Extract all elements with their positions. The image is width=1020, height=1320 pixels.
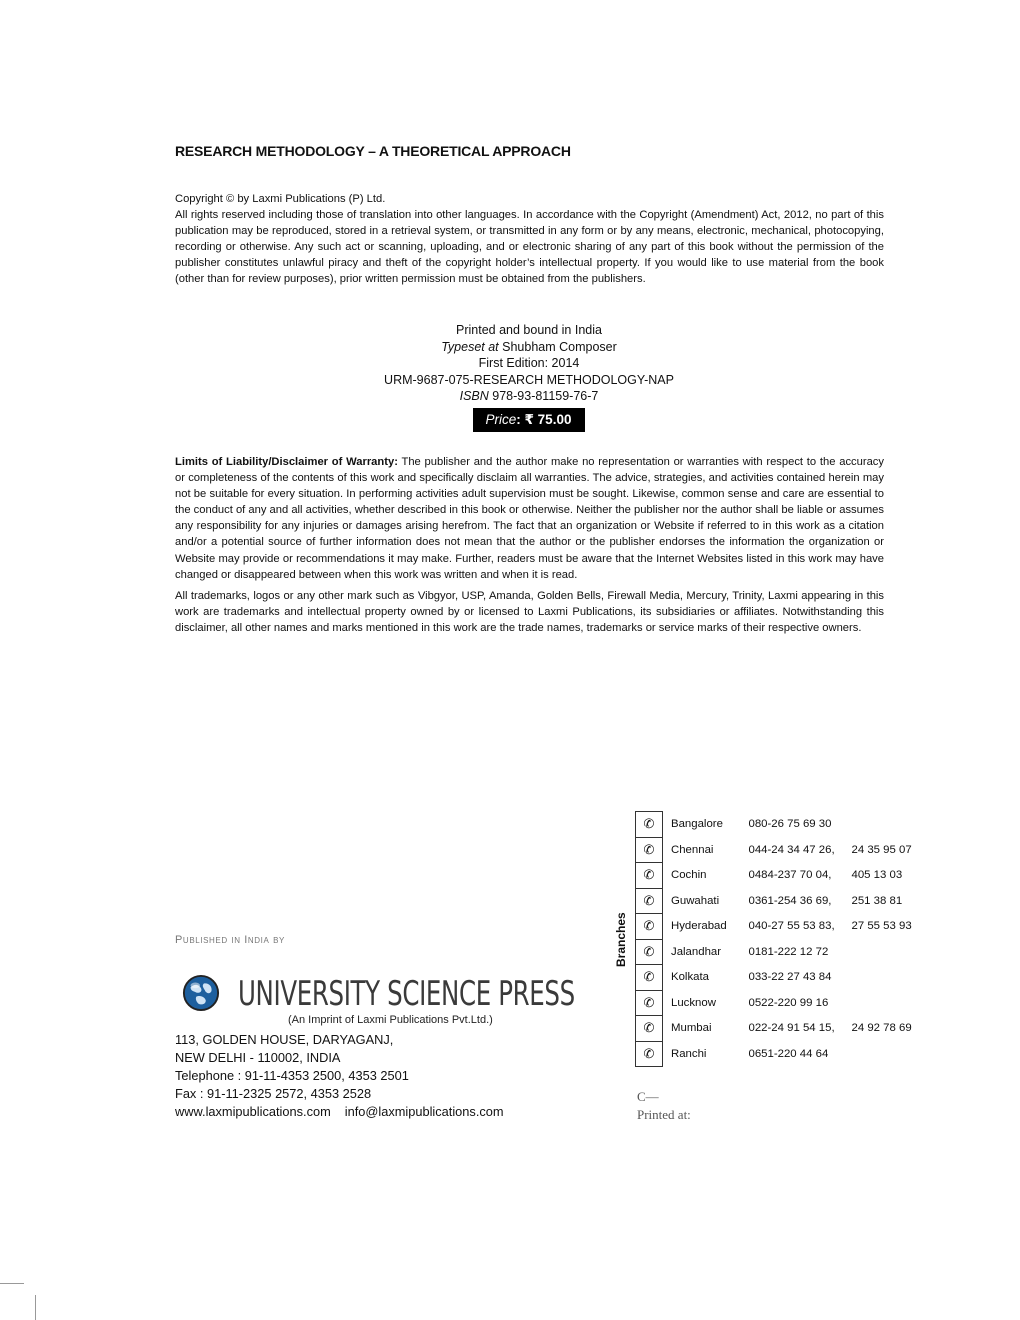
branch-phone-primary: 0522-220 99 16: [748, 996, 829, 1009]
branch-phone-secondary: [852, 990, 922, 1016]
email-link[interactable]: info@laxmipublications.com: [344, 1104, 504, 1119]
table-row: [636, 939, 922, 965]
book-code: URM-9687-075-RESEARCH METHODOLOGY-NAP: [384, 372, 674, 387]
publisher-name: UNIVERSITY SCIENCE PRESS: [238, 974, 575, 1014]
telephone-line: Telephone : 91-11-4353 2500, 4353 2501: [175, 1068, 409, 1083]
branch-phone-secondary: 24 35 95 07: [851, 843, 912, 856]
phone-icon: ✆: [636, 990, 663, 1016]
edition-line: First Edition: 2014: [478, 356, 580, 371]
branch-phone-secondary: 27 55 53 93: [851, 920, 912, 933]
phone-icon: ✆: [636, 1016, 663, 1042]
branches-label: Branches: [614, 912, 628, 967]
publisher-subtitle: (An Imprint of Laxmi Publications Pvt.Ltd.): [288, 1014, 493, 1026]
price-value: : ₹ 75.00: [516, 411, 572, 427]
table-row: [636, 863, 922, 889]
imprint-block: [330, 322, 728, 432]
fax-line: Fax : 91-11-2325 2572, 4353 2528: [175, 1086, 372, 1101]
branch-city: Hyderabad: [671, 920, 727, 933]
branch-phone-primary: 0361-254 36 69,: [748, 894, 832, 907]
website-link[interactable]: www.laxmipublications.com: [175, 1104, 331, 1119]
globe-logo-icon: [182, 974, 220, 1012]
typeset-line: [330, 339, 728, 356]
branch-phone-secondary: 251 38 81: [851, 894, 903, 907]
isbn-value: 978-93-81159-76-7: [488, 389, 599, 404]
branch-phone-primary: 044-24 34 47 26,: [748, 843, 835, 856]
table-row: [636, 914, 922, 940]
branch-city: Lucknow: [671, 996, 716, 1009]
phone-icon: ✆: [636, 812, 663, 838]
rights-text: All rights reserved including those of translation into other languages. In accordance with the Copyright (Amendment) Act, 2012, no part of this publication may be reproduced, stored in a retrieval system, or transmitted in any form or by any means, electronic, mechanical, photocopying, recording or otherwise. Any such act or scanning, uploading, and or electronic sharing of any part of this book without the permission of the publisher constitutes unlawful piracy and theft of the copyright holder’s intellectual property. If you would like to use material from the book (other than for review purposes), prior written permission must be obtained from the publishers.: [175, 209, 884, 286]
branch-city: Mumbai: [671, 1022, 712, 1035]
phone-icon: ✆: [636, 837, 663, 863]
branch-city: Ranchi: [671, 1047, 707, 1060]
table-row: [636, 837, 922, 863]
crop-mark-vertical: [35, 1295, 36, 1320]
web-contacts: [175, 1103, 518, 1121]
price-label: Price: [485, 411, 517, 427]
table-row: [636, 990, 922, 1016]
typeset-label: Typeset at: [441, 339, 499, 354]
branch-phone-primary: 040-27 55 53 83,: [748, 920, 835, 933]
table-row: [636, 888, 922, 914]
printer-code: C—: [637, 1089, 659, 1104]
isbn-label: ISBN: [459, 389, 489, 404]
branch-phone-secondary: [852, 939, 922, 965]
branch-city: Guwahati: [671, 894, 720, 907]
trademarks-paragraph: All trademarks, logos or any other mark such as Vibgyor, USP, Amanda, Golden Bells, Firewall Media, Mercury, Trinity, Laxmi appearing in this work are trademarks and intellectual property owned by or licensed to Laxmi Publications, its subsidiaries or affiliates. Notwithstanding this disclaimer, all other names and marks mentioned in this work are the trade names, trademarks or service marks of their respective owners.: [175, 589, 884, 634]
branch-city: Jalandhar: [671, 945, 722, 958]
printed-line: Printed and bound in India: [456, 323, 602, 337]
table-row: [636, 1041, 922, 1067]
printer-block: [637, 1088, 691, 1124]
phone-icon: ✆: [636, 965, 663, 991]
phone-icon: ✆: [636, 939, 663, 965]
branch-phone-primary: 080-26 75 69 30: [748, 818, 832, 831]
branch-phone-secondary: [852, 965, 922, 991]
table-row: [636, 812, 922, 838]
publisher-address: [175, 1031, 518, 1121]
branch-phone-secondary: 24 92 78 69: [851, 1022, 912, 1035]
isbn-line: [330, 388, 728, 405]
branch-phone-primary: 033-22 27 43 84: [748, 971, 832, 984]
branch-city: Chennai: [671, 843, 714, 856]
printed-at-label: Printed at:: [637, 1107, 691, 1122]
price-badge: [473, 408, 586, 432]
disclaimer-paragraph: [175, 454, 884, 583]
disclaimer-body: The publisher and the author make no representation or warranties with respect to the accuracy or completeness of the contents of this work and specifically disclaim all warranties. The advice, strategies, and activities contained herein may not be suitable for every situation. In performing activities adult supervision must be sought. Likewise, common sense and care are essential to the conduct of any and all activities, whether described in this book or otherwise. Neither the publisher nor the author shall be liable or assumes any responsibility for any injuries or damages arising herefrom. The fact that an organization or Website if referred to in this work as a citation and/or a potential source of further information does not mean that the author or the publisher endorses the information the organization or Website may provide or recommendations it may make. Further, readers must be aware that the Internet Websites listed in this work may have changed or disappeared between when this work was written and when it is read.: [175, 456, 884, 581]
phone-icon: ✆: [636, 1041, 663, 1067]
published-in-label: Published in India by: [175, 934, 285, 946]
disclaimer-heading: Limits of Liability/Disclaimer of Warranty:: [175, 456, 398, 468]
branch-phone-primary: 0181-222 12 72: [748, 945, 829, 958]
disclaimer-block: [175, 454, 884, 641]
copyright-block: [175, 191, 884, 288]
phone-icon: ✆: [636, 914, 663, 940]
phone-icon: ✆: [636, 863, 663, 889]
table-row: [636, 1016, 922, 1042]
address-line-2: NEW DELHI - 110002, INDIA: [175, 1050, 341, 1065]
address-line-1: 113, GOLDEN HOUSE, DARYAGANJ,: [175, 1032, 394, 1047]
typeset-value: Shubham Composer: [498, 339, 617, 354]
branch-phone-secondary: [852, 812, 922, 838]
branch-city: Bangalore: [671, 818, 723, 831]
branch-city: Kolkata: [671, 971, 709, 984]
branch-phone-secondary: [852, 1041, 922, 1067]
branch-city: Cochin: [671, 869, 707, 882]
copyright-line: Copyright © by Laxmi Publications (P) Ltd.: [175, 193, 386, 205]
branch-phone-secondary: 405 13 03: [851, 869, 903, 882]
phone-icon: ✆: [636, 888, 663, 914]
branch-phone-primary: 022-24 91 54 15,: [748, 1022, 835, 1035]
table-row: [636, 965, 922, 991]
crop-mark-horizontal: [0, 1283, 24, 1284]
branch-phone-primary: 0651-220 44 64: [748, 1047, 829, 1060]
branches-table: [635, 811, 922, 1067]
book-title: RESEARCH METHODOLOGY – A THEORETICAL APPROACH: [175, 143, 571, 159]
branch-phone-primary: 0484-237 70 04,: [748, 869, 832, 882]
